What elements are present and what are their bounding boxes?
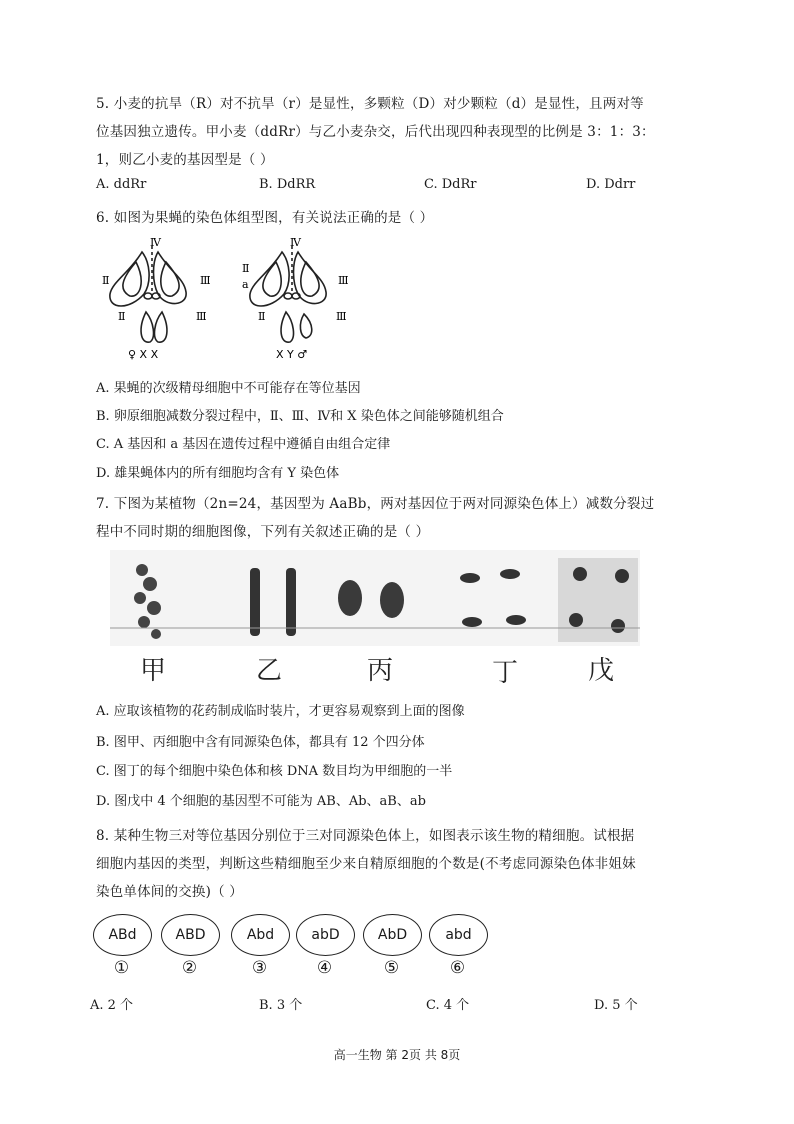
chrom-label-IV-right: Ⅳ — [290, 236, 301, 249]
panel-label-wu: 戊 — [588, 656, 615, 686]
chrom-label-III-right: Ⅲ — [338, 274, 349, 287]
q6-option-a: A. 果蝇的次级精母细胞中不可能存在等位基因 — [96, 381, 361, 396]
q8-option-a: A. 2 个 — [90, 998, 134, 1013]
panel-label-yi: 乙 — [256, 656, 283, 686]
male-karyotype — [250, 246, 326, 342]
q6-stem: 6. 如图为果蝇的染色体组型图，有关说法正确的是（ ） — [96, 210, 434, 226]
chrom-label-II-right-low: Ⅱ — [258, 310, 266, 323]
sperm-cell-5: AbD — [363, 914, 422, 956]
chrom-label-II-left-low: Ⅱ — [118, 310, 126, 323]
sperm-cell-5-number: ⑤ — [383, 958, 400, 978]
male-sex-label: X Y ♂ — [276, 348, 308, 361]
panel-label-jia: 甲 — [140, 656, 167, 686]
female-sex-label: ♀ X X — [128, 348, 159, 361]
q6-option-d: D. 雄果蝇体内的所有细胞均含有 Y 染色体 — [96, 466, 340, 481]
q5-option-a: A. ddRr — [96, 177, 147, 192]
karyotype-figure — [100, 232, 360, 364]
q7-stem-line1: 7. 下图为某植物（2n=24，基因型为 AaBb，两对基因位于两对同源染色体上）减数分裂过 — [96, 496, 655, 512]
q5-option-b: B. DdRR — [259, 177, 316, 192]
page-footer: 高一生物 第 2页 共 8页 — [333, 1048, 461, 1062]
q6-option-c: C. A 基因和 a 基因在遗传过程中遵循自由组合定律 — [96, 437, 391, 452]
q8-option-c: C. 4 个 — [426, 998, 470, 1013]
q8-option-b: B. 3 个 — [259, 998, 303, 1013]
sperm-cell-3: Abd — [231, 914, 290, 956]
gene-label-a: a — [242, 278, 249, 291]
q5-stem-line2: 位基因独立遗传。甲小麦（ddRr）与乙小麦杂交，后代出现四种表现型的比例是 3：1：3： — [96, 124, 655, 140]
cell-wu — [558, 558, 638, 642]
q5-option-d: D. Ddrr — [586, 177, 636, 192]
q5-stem-line3: 1，则乙小麦的基因型是（ ） — [96, 152, 274, 168]
chrom-label-II-left: Ⅱ — [102, 274, 110, 287]
sperm-cell-2: ABD — [161, 914, 220, 956]
sperm-cell-6-number: ⑥ — [449, 958, 466, 978]
q8-stem-line1: 8. 某种生物三对等位基因分别位于三对同源染色体上，如图表示该生物的精细胞。试根据 — [96, 828, 635, 844]
q8-stem-line3: 染色单体间的交换)（ ） — [96, 884, 243, 900]
q8-option-d: D. 5 个 — [594, 998, 638, 1013]
sperm-cell-3-number: ③ — [251, 958, 268, 978]
chrom-label-III-right-low: Ⅲ — [336, 310, 347, 323]
sperm-cell-4: abD — [296, 914, 355, 956]
panel-label-bing: 丙 — [367, 656, 394, 686]
q8-stem-line2: 细胞内基因的类型，判断这些精细胞至少来自精原细胞的个数是(不考虑同源染色体非姐妹 — [96, 856, 636, 872]
sperm-cell-6: abd — [429, 914, 488, 956]
sperm-cell-1-number: ① — [113, 958, 130, 978]
sperm-cell-4-number: ④ — [316, 958, 333, 978]
panel-label-ding: 丁 — [492, 658, 519, 688]
chrom-label-III-left-low: Ⅲ — [196, 310, 207, 323]
sperm-cell-2-number: ② — [181, 958, 198, 978]
q6-option-b: B. 卵原细胞减数分裂过程中，Ⅱ、Ⅲ、Ⅳ和 X 染色体之间能够随机组合 — [96, 409, 504, 424]
q7-option-d: D. 图戊中 4 个细胞的基因型不可能为 AB、Ab、aB、ab — [96, 794, 426, 809]
q5-option-c: C. DdRr — [424, 177, 477, 192]
meiosis-micrographs — [110, 550, 640, 646]
sperm-cell-1: ABd — [93, 914, 152, 956]
female-karyotype — [110, 246, 186, 342]
q7-stem-line2: 程中不同时期的细胞图像，下列有关叙述正确的是（ ） — [96, 524, 430, 540]
q7-option-a: A. 应取该植物的花药制成临时装片，才更容易观察到上面的图像 — [96, 704, 465, 719]
q5-stem-line1: 5. 小麦的抗旱（R）对不抗旱（r）是显性，多颗粒（D）对少颗粒（d）是显性，且两对等 — [96, 96, 644, 112]
sperm-cell-row — [93, 914, 493, 978]
q7-option-c: C. 图丁的每个细胞中染色体和核 DNA 数目均为甲细胞的一半 — [96, 764, 453, 779]
chrom-label-III-left: Ⅲ — [200, 274, 211, 287]
chrom-label-IV-left: Ⅳ — [150, 236, 161, 249]
q7-option-b: B. 图甲、丙细胞中含有同源染色体，都具有 12 个四分体 — [96, 735, 425, 750]
chrom-label-II-right: Ⅱ — [242, 262, 250, 275]
